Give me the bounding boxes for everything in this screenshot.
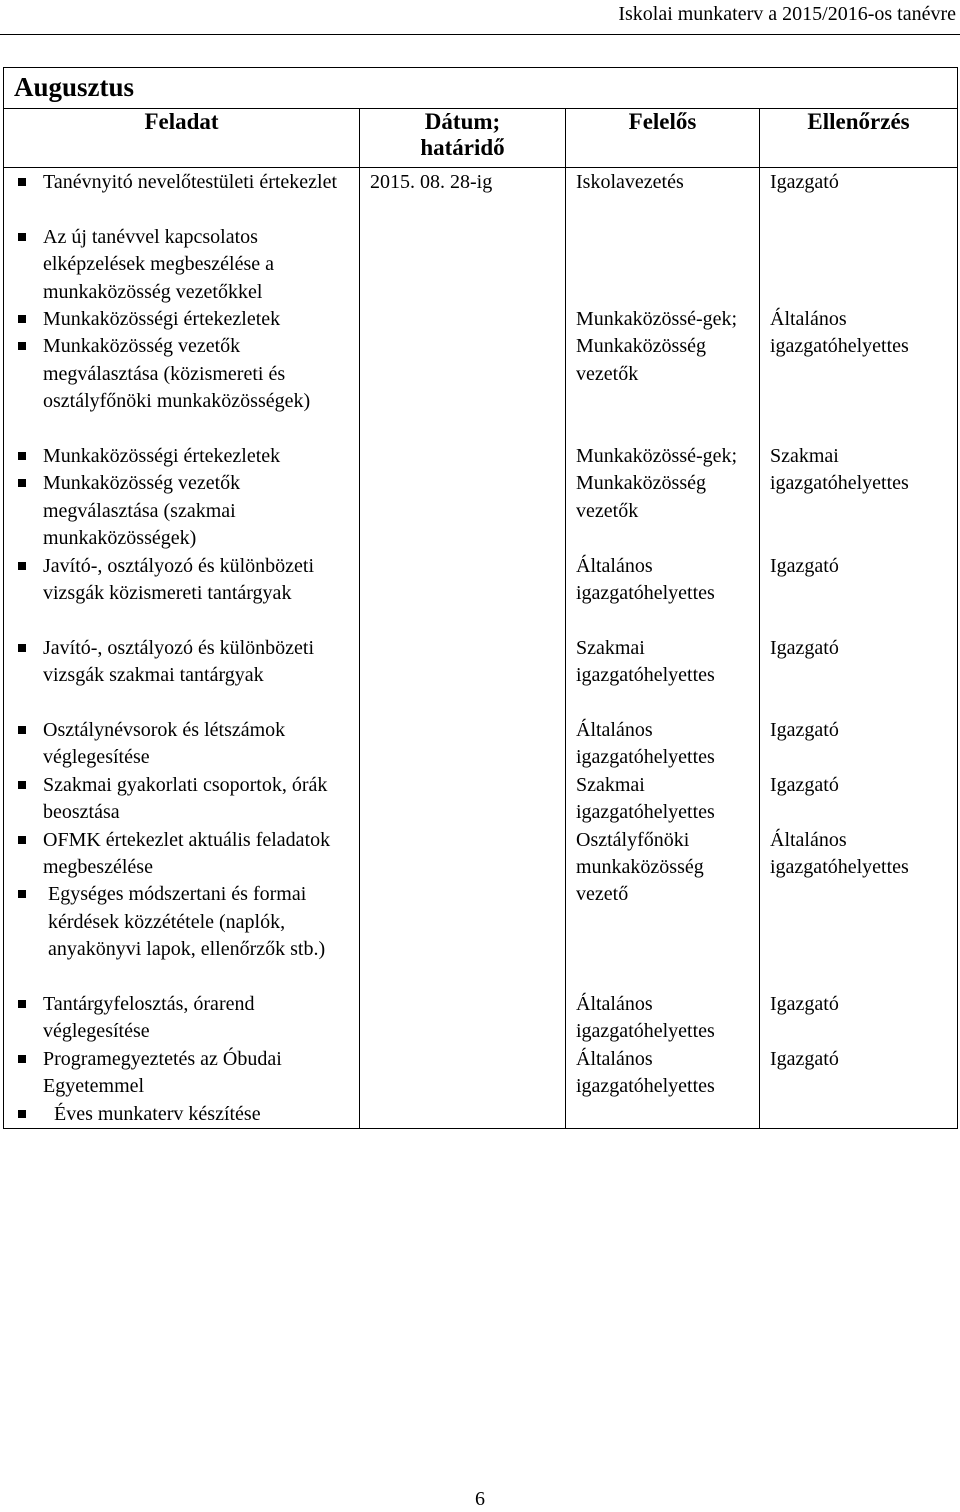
responsible-entry: Munkaközössé-gek; Munkaközösség vezetők [576, 308, 738, 385]
checker-entry: Igazgató [770, 992, 839, 1015]
month-title: Augusztus [4, 68, 958, 109]
responsible-column [566, 168, 760, 1129]
responsible-entry: Osztályfőnöki munkaközösség vezető [576, 828, 704, 906]
task-item: Éves munkaterv készítése [18, 1101, 359, 1128]
header-rule [0, 34, 960, 35]
responsible-entry: Általános igazgatóhelyettes [576, 1047, 715, 1098]
responsible-entry: Általános igazgatóhelyettes [576, 718, 715, 769]
running-header: Iskolai munkaterv a 2015/2016-os tanévre [618, 3, 956, 25]
task-item: Munkaközösség vezetők megválasztása (szakmai munkaközösségek) [18, 470, 359, 552]
task-item: Javító-, osztályozó és különbözeti vizsgák közismereti tantárgyak [18, 553, 359, 635]
task-column [4, 168, 360, 1129]
page-number: 6 [475, 1488, 485, 1510]
responsible-entry: Iskolavezetés [576, 171, 684, 193]
checker-entry: Igazgató [770, 1047, 839, 1070]
checker-entry: Igazgató [770, 554, 839, 577]
col-header-due-line2: határidő [420, 135, 505, 160]
task-item: Programegyeztetés az Óbudai Egyetemmel [18, 1046, 359, 1101]
checker-entry: Igazgató [770, 718, 839, 741]
checker-entry: Szakmai igazgatóhelyettes [770, 445, 909, 495]
col-header-responsible: Felelős [566, 109, 760, 168]
task-item: OFMK értekezlet aktuális feladatok megbeszélése [18, 827, 359, 882]
table-body-row [4, 168, 958, 1129]
col-header-due-line1: Dátum; [424, 109, 501, 134]
work-plan-table [3, 67, 958, 1129]
due-column [360, 168, 566, 1129]
responsible-entry: Szakmai igazgatóhelyettes [576, 773, 715, 824]
task-item: Munkaközösségi értekezletek [18, 306, 359, 333]
task-item: Szakmai gyakorlati csoportok, órák beosztása [18, 772, 359, 827]
checker-column [760, 168, 958, 1129]
due-date: 2015. 08. 28-ig [370, 171, 493, 193]
checker-entry: Igazgató [770, 773, 839, 796]
task-item: Munkaközösségi értekezletek [18, 443, 359, 470]
task-item: Munkaközösség vezetők megválasztása (közismereti és osztályfőnöki munkaközösségek) [18, 333, 359, 443]
responsible-entry: Általános igazgatóhelyettes [576, 992, 715, 1043]
responsible-entry: Szakmai igazgatóhelyettes [576, 636, 715, 687]
task-item: Javító-, osztályozó és különbözeti vizsgák szakmai tantárgyak [18, 635, 359, 717]
col-header-checker: Ellenőrzés [760, 109, 958, 168]
responsible-entry: Munkaközössé-gek; Munkaközösség vezetők [576, 445, 738, 522]
table-header-row [4, 109, 958, 168]
task-item: Tanévnyitó nevelőtestületi értekezlet [18, 169, 359, 224]
task-item: Az új tanévvel kapcsolatos elképzelések megbeszélése a munkaközösség vezetőkkel [18, 224, 359, 306]
task-item: Tantárgyfelosztás, órarend véglegesítése [18, 991, 359, 1046]
task-item: Egységes módszertani és formai kérdések közzététele (naplók, anyakönyvi lapok, ellenőrzők stb.) [18, 881, 359, 991]
task-item: Osztálynévsorok és létszámok véglegesítése [18, 717, 359, 772]
checker-entry: Általános igazgatóhelyettes [770, 828, 909, 878]
responsible-entry: Általános igazgatóhelyettes [576, 554, 715, 604]
col-header-task: Feladat [4, 109, 360, 168]
col-header-due [360, 109, 566, 168]
checker-entry: Igazgató [770, 636, 839, 659]
checker-entry: Általános igazgatóhelyettes [770, 308, 909, 358]
checker-entry: Igazgató [770, 171, 839, 193]
